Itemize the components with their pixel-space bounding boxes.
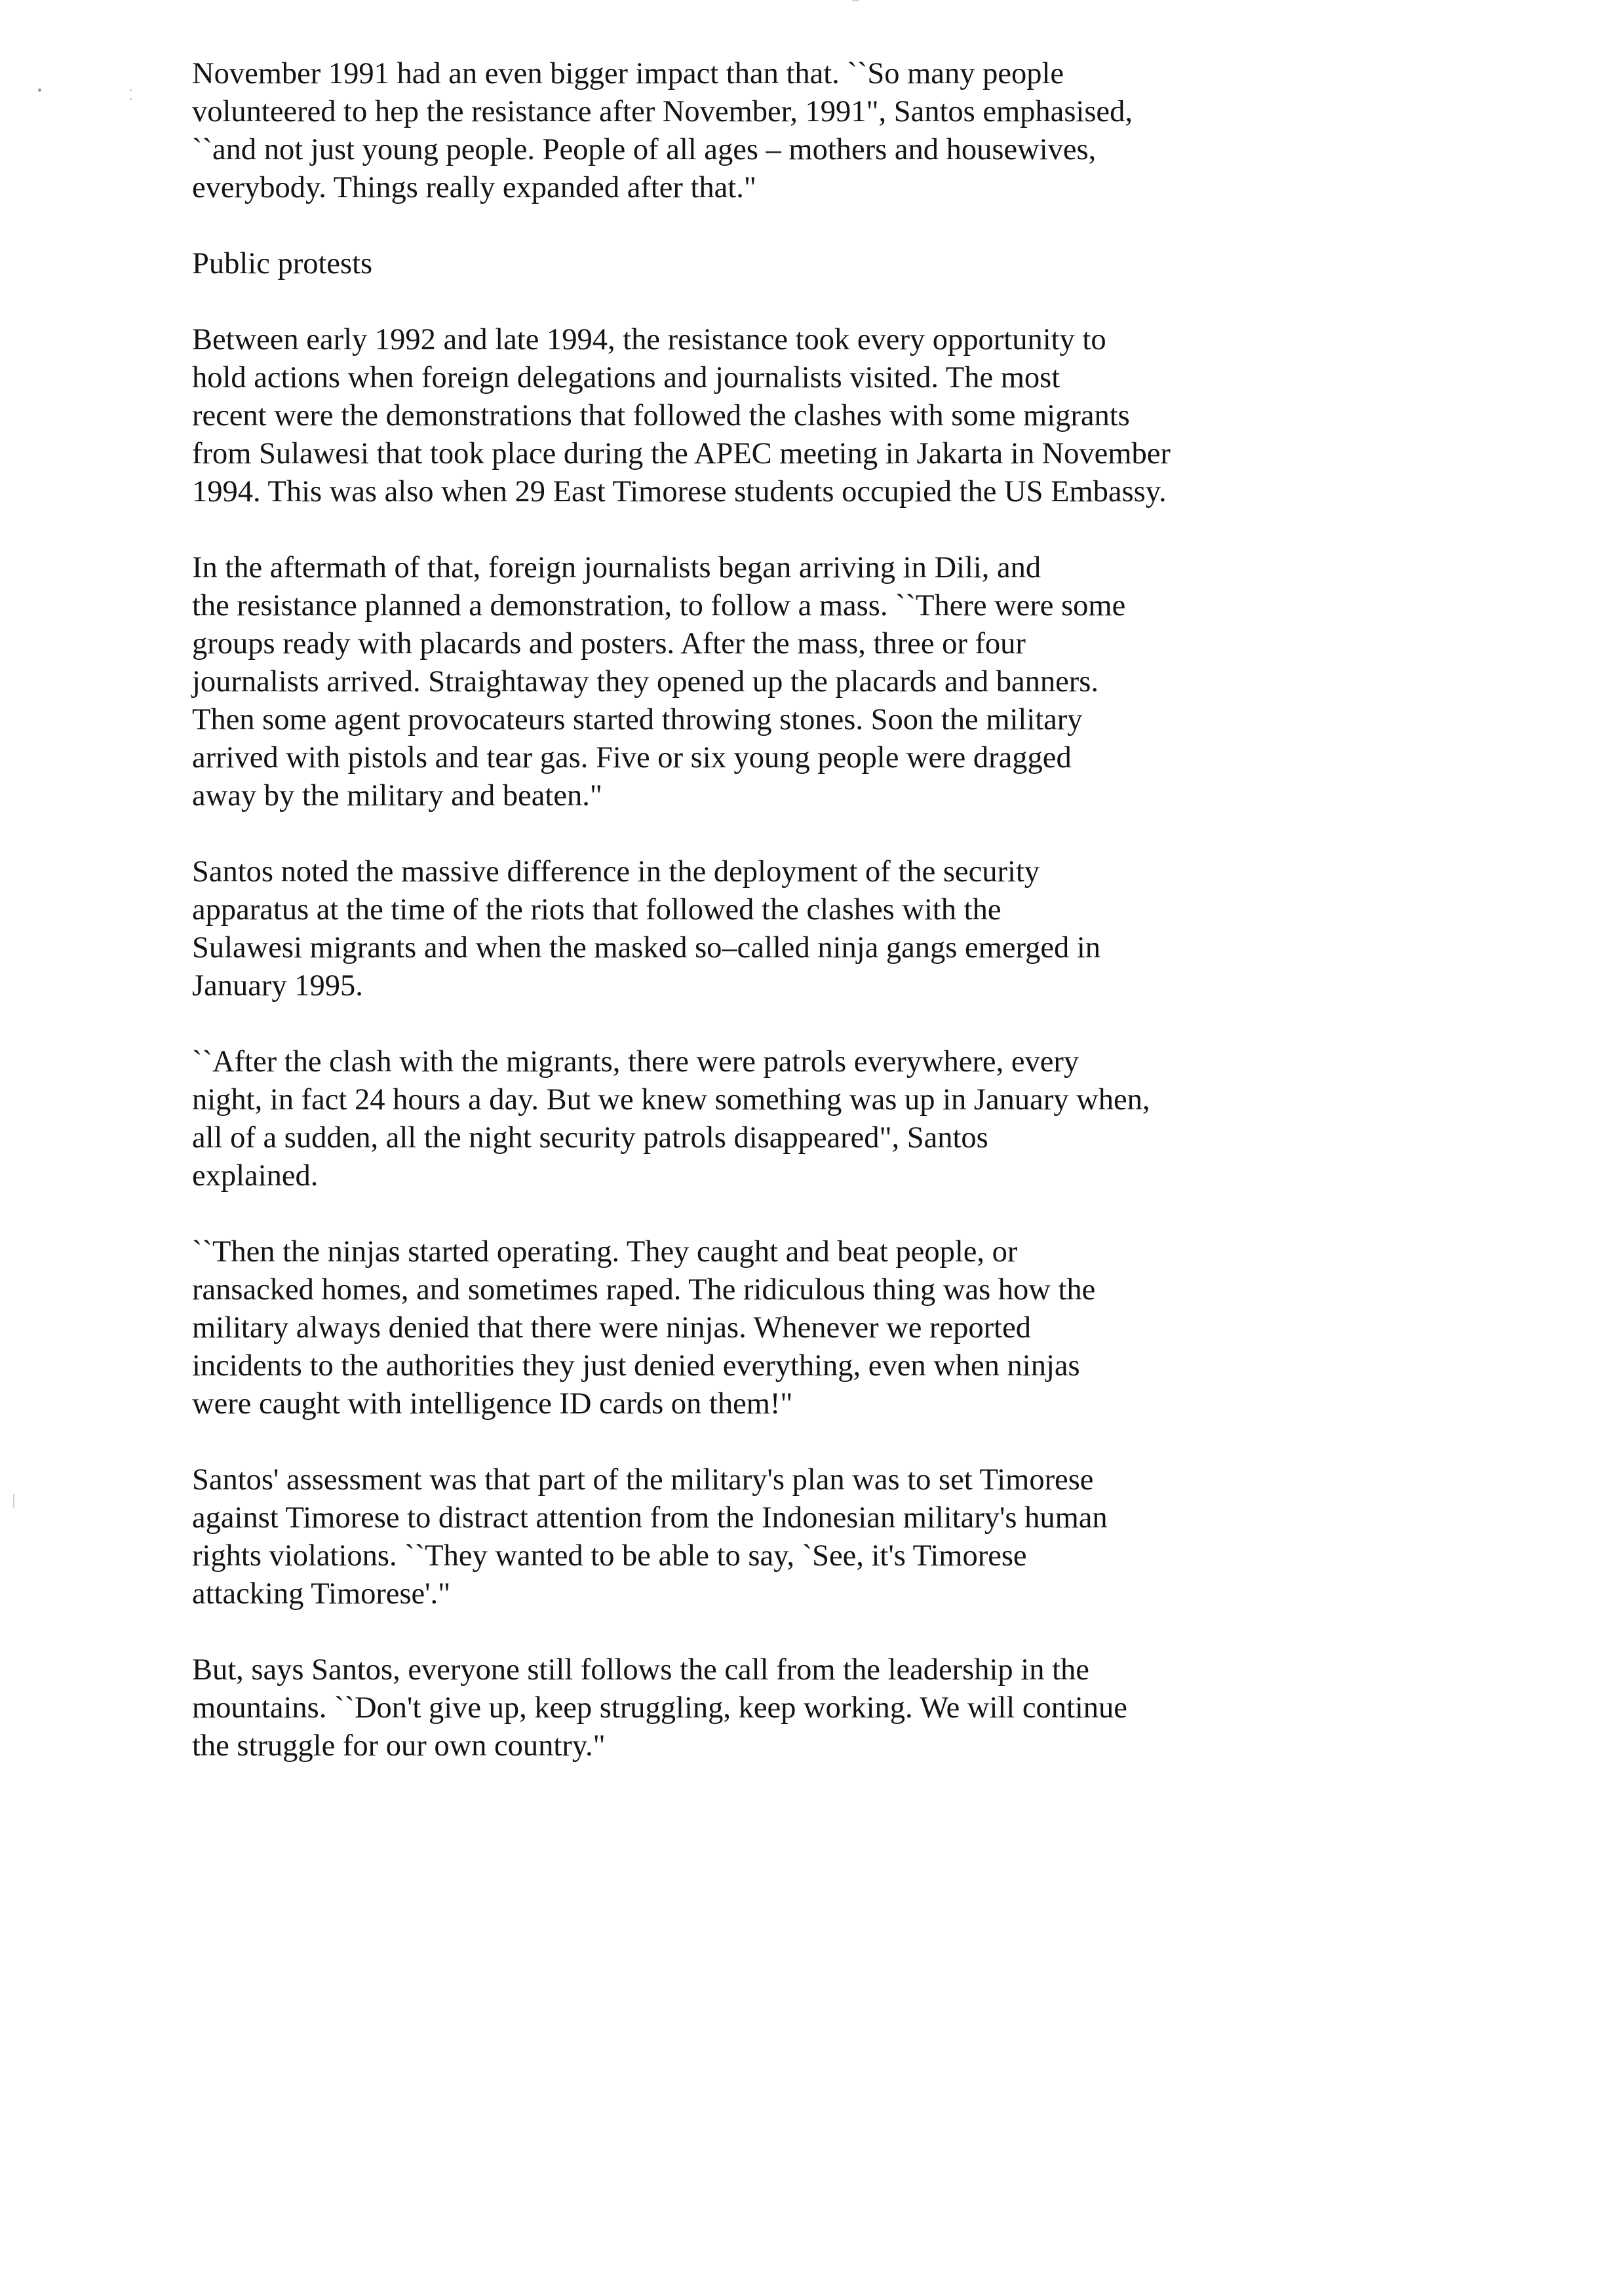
paragraph [192, 55, 1319, 207]
text-line: 1994. This was also when 29 East Timorese students occupied the US Embassy. [192, 475, 1167, 508]
text-line: everybody. Things really expanded after that." [192, 171, 756, 204]
text-line: groups ready with placards and posters. After the mass, three or four [192, 627, 1026, 660]
text-line: against Timorese to distract attention from the Indonesian military's human [192, 1501, 1108, 1535]
text-line: attacking Timorese'." [192, 1577, 451, 1611]
text-line: from Sulawesi that took place during the APEC meeting in Jakarta in November [192, 437, 1171, 470]
paragraph [192, 1043, 1319, 1195]
text-line: military always denied that there were ninjas. Whenever we reported [192, 1311, 1031, 1345]
text-line: Sulawesi migrants and when the masked so–called ninja gangs emerged in [192, 931, 1101, 965]
heading-text: Public protests [192, 247, 373, 280]
paragraph [192, 1651, 1319, 1765]
text-line: ransacked homes, and sometimes raped. The ridiculous thing was how the [192, 1273, 1096, 1307]
text-line: mountains. ``Don't give up, keep struggling, keep working. We will continue [192, 1691, 1127, 1725]
text-line: hold actions when foreign delegations and journalists visited. The most [192, 361, 1060, 394]
text-line: were caught with intelligence ID cards on them!" [192, 1387, 793, 1421]
paragraph [192, 1233, 1319, 1423]
text-line: In the aftermath of that, foreign journalists began arriving in Dili, and [192, 551, 1041, 584]
scan-speck [130, 89, 132, 91]
text-line: arrived with pistols and tear gas. Five or six young people were dragged [192, 741, 1072, 775]
text-line: Then some agent provocateurs started throwing stones. Soon the military [192, 703, 1083, 737]
scan-edge-mark [13, 1494, 14, 1508]
section-heading [192, 245, 1319, 283]
paragraph [192, 549, 1319, 815]
text-line: Between early 1992 and late 1994, the resistance took every opportunity to [192, 323, 1106, 356]
scan-speck [38, 88, 41, 92]
text-line: night, in fact 24 hours a day. But we knew something was up in January when, [192, 1083, 1150, 1117]
text-line: ``and not just young people. People of all ages – mothers and housewives, [192, 133, 1097, 166]
text-line: journalists arrived. Straightaway they opened up the placards and banners. [192, 665, 1099, 698]
text-line: Santos noted the massive difference in the deployment of the security [192, 855, 1040, 889]
text-line: January 1995. [192, 969, 363, 1003]
text-line: ``After the clash with the migrants, there were patrols everywhere, every [192, 1045, 1080, 1079]
paragraph [192, 853, 1319, 1005]
article-body [192, 55, 1319, 1803]
paragraph [192, 1461, 1319, 1613]
text-line: Santos' assessment was that part of the military's plan was to set Timorese [192, 1463, 1094, 1497]
text-line: rights violations. ``They wanted to be able to say, `See, it's Timorese [192, 1539, 1027, 1573]
text-line: the struggle for our own country." [192, 1729, 606, 1763]
scan-speck [130, 98, 132, 100]
text-line: all of a sudden, all the night security patrols disappeared", Santos [192, 1121, 988, 1155]
text-line: November 1991 had an even bigger impact than that. ``So many people [192, 57, 1064, 90]
text-line: recent were the demonstrations that followed the clashes with some migrants [192, 399, 1130, 432]
paragraph [192, 321, 1319, 511]
text-line: ``Then the ninjas started operating. They caught and beat people, or [192, 1235, 1018, 1269]
text-line: But, says Santos, everyone still follows the call from the leadership in the [192, 1653, 1089, 1687]
scan-edge-mark [852, 0, 859, 1]
text-line: the resistance planned a demonstration, to follow a mass. ``There were some [192, 589, 1126, 622]
text-line: away by the military and beaten." [192, 779, 602, 813]
text-line: incidents to the authorities they just denied everything, even when ninjas [192, 1349, 1080, 1383]
text-line: volunteered to hep the resistance after November, 1991", Santos emphasised, [192, 95, 1133, 128]
text-line: explained. [192, 1159, 319, 1193]
text-line: apparatus at the time of the riots that followed the clashes with the [192, 893, 1002, 927]
